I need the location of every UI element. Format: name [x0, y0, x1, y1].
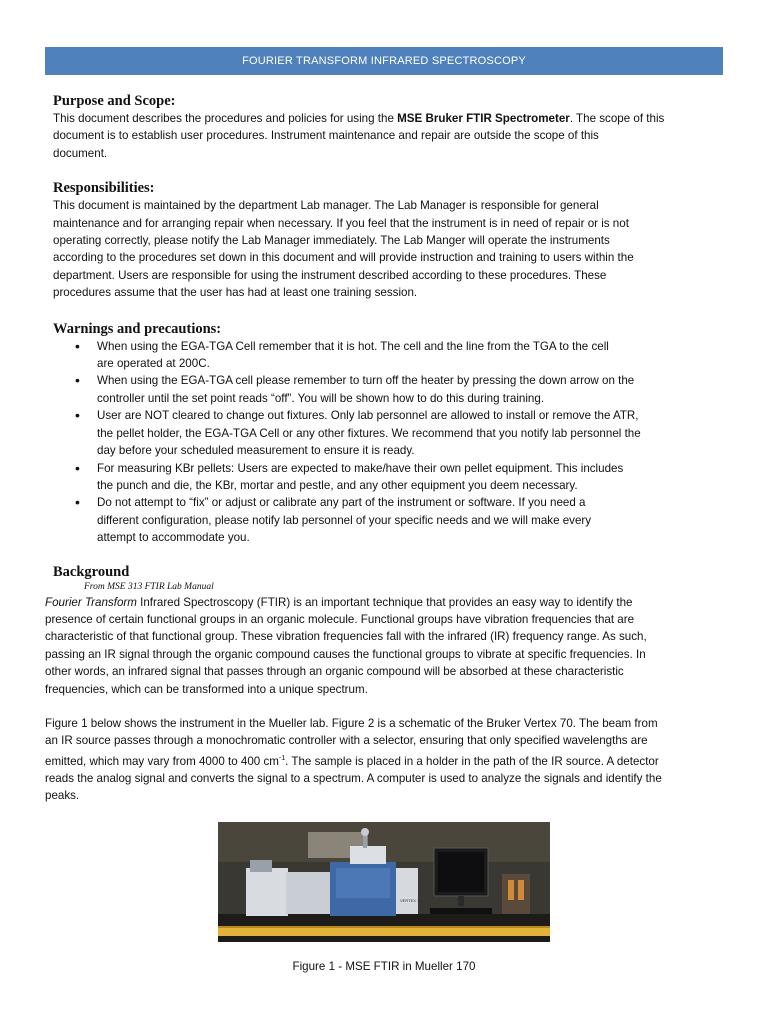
unit-exponent: -1 [278, 754, 286, 762]
warning-item [97, 460, 725, 495]
warning-line: day before your scheduled measurement to ensure it is ready. [97, 444, 415, 458]
warning-line: different configuration, please notify lab personnel of your specific needs and we will make every [97, 513, 592, 527]
background-heading: Background [53, 563, 130, 580]
warning-line: are operated at 200C. [97, 357, 210, 371]
background-line [45, 750, 725, 770]
purpose-line-2: document is to establish user procedures. Instrument maintenance and repair are outside the scope of this [53, 129, 599, 143]
background-text: Infrared Spectroscopy (FTIR) is an important technique that provides an easy way to identify the [136, 595, 633, 609]
warning-item [97, 494, 725, 546]
title-banner [45, 47, 723, 75]
warning-line: • For measuring KBr pellets: Users are expected to make/have their own pellet equipment. This includes [97, 461, 624, 475]
background-line: characteristic of that functional group. These vibration frequencies fall with the infrared (IR) frequency range. As such, [45, 630, 647, 644]
warning-line: • When using the EGA-TGA cell please remember to turn off the heater by pressing the down arrow on the [97, 374, 635, 388]
responsibilities-heading: Responsibilities: [53, 180, 155, 197]
background-line: frequencies, which can be transformed into a unique spectrum. [45, 682, 368, 696]
warning-line: • When using the EGA-TGA Cell remember that it is hot. The cell and the line from the TGA to the cell [97, 339, 609, 353]
warning-line: • Do not attempt to “fix” or adjust or calibrate any part of the instrument or software. If you need a [97, 496, 586, 510]
warnings-heading: Warnings and precautions: [53, 320, 222, 337]
background-text: . The sample is placed in a holder in the path of the IR source. A detector [285, 754, 659, 768]
background-line: an IR source passes through a monochromatic controller with a selector, ensuring that only specified wavelengths are [45, 734, 648, 748]
responsibilities-line: maintenance and for arranging repair when necessary. If you feel that the instrument is in need of repair or is not [53, 216, 629, 230]
responsibilities-line: procedures assume that the user has had at least one training session. [53, 286, 418, 300]
responsibilities-line: according to the procedures set down in this document and will provide instruction and training to users within the [53, 251, 634, 265]
background-source-note: From MSE 313 FTIR Lab Manual [84, 581, 214, 592]
instrument-label: VERTEX 70 [400, 898, 422, 903]
background-line: peaks. [45, 789, 80, 803]
warning-item [97, 338, 725, 373]
responsibilities-line: department. Users are responsible for using the instrument described according to these procedures. These [53, 268, 607, 282]
background-paragraph-1 [45, 594, 725, 698]
ftir-instrument-photo [218, 822, 550, 942]
responsibilities-line: This document is maintained by the department Lab manager. The Lab Manager is responsible for general [53, 199, 599, 213]
background-line: other words, an infrared signal that passes through an organic compound will be absorbed at these characteristic [45, 665, 624, 679]
responsibilities-line: operating correctly, please notify the Lab Manager immediately. The Lab Manger will operate the instruments [53, 234, 610, 248]
warning-line: the punch and die, the KBr, mortar and pestle, and any other equipment you deem necessary. [97, 478, 578, 492]
ft-term: Fourier Transform [45, 595, 137, 609]
background-paragraph-2 [45, 715, 725, 805]
purpose-text: . The scope of this [569, 112, 665, 125]
purpose-line-3: document. [53, 146, 108, 160]
warning-line: the pellet holder, the EGA-TGA Cell or any other fixtures. We recommend that you notify lab personnel the [97, 426, 641, 440]
warning-item [97, 372, 725, 407]
background-line: Figure 1 below shows the instrument in the Mueller lab. Figure 2 is a schematic of the Bruker Vertex 70. The beam from [45, 716, 658, 730]
warning-line: controller until the set point reads “off”. You will be shown how to do this during training. [97, 391, 545, 405]
purpose-line-1 [53, 110, 725, 127]
background-text: emitted, which may vary from 4000 to 400 cm [45, 754, 279, 768]
purpose-paragraph [45, 110, 725, 162]
background-line: presence of certain functional groups in an organic molecule. Functional groups have vibration frequencies that are [45, 612, 635, 626]
document-body [45, 92, 725, 805]
banner-title: FOURIER TRANSFORM INFRARED SPECTROSCOPY [242, 55, 526, 67]
warning-item [97, 407, 725, 459]
purpose-text: This document describes the procedures and policies for using the [53, 112, 398, 125]
background-line [45, 594, 725, 611]
background-line: reads the analog signal and converts the signal to a spectrum. A computer is used to analyze the signals and identify the [45, 772, 662, 786]
background-line: passing an IR signal through the organic compound causes the functional groups to vibrate at specific frequencies. In [45, 647, 646, 661]
figure-caption: Figure 1 - MSE FTIR in Mueller 170 [292, 960, 476, 973]
purpose-heading: Purpose and Scope: [53, 93, 176, 109]
warnings-list [45, 338, 725, 547]
responsibilities-paragraph [45, 197, 725, 301]
instrument-illustration [218, 822, 550, 942]
warning-line: attempt to accommodate you. [97, 531, 250, 545]
instrument-name: MSE Bruker FTIR Spectrometer [397, 112, 570, 125]
warning-line: • User are NOT cleared to change out fixtures. Only lab personnel are allowed to install or remove the ATR, [97, 409, 639, 423]
